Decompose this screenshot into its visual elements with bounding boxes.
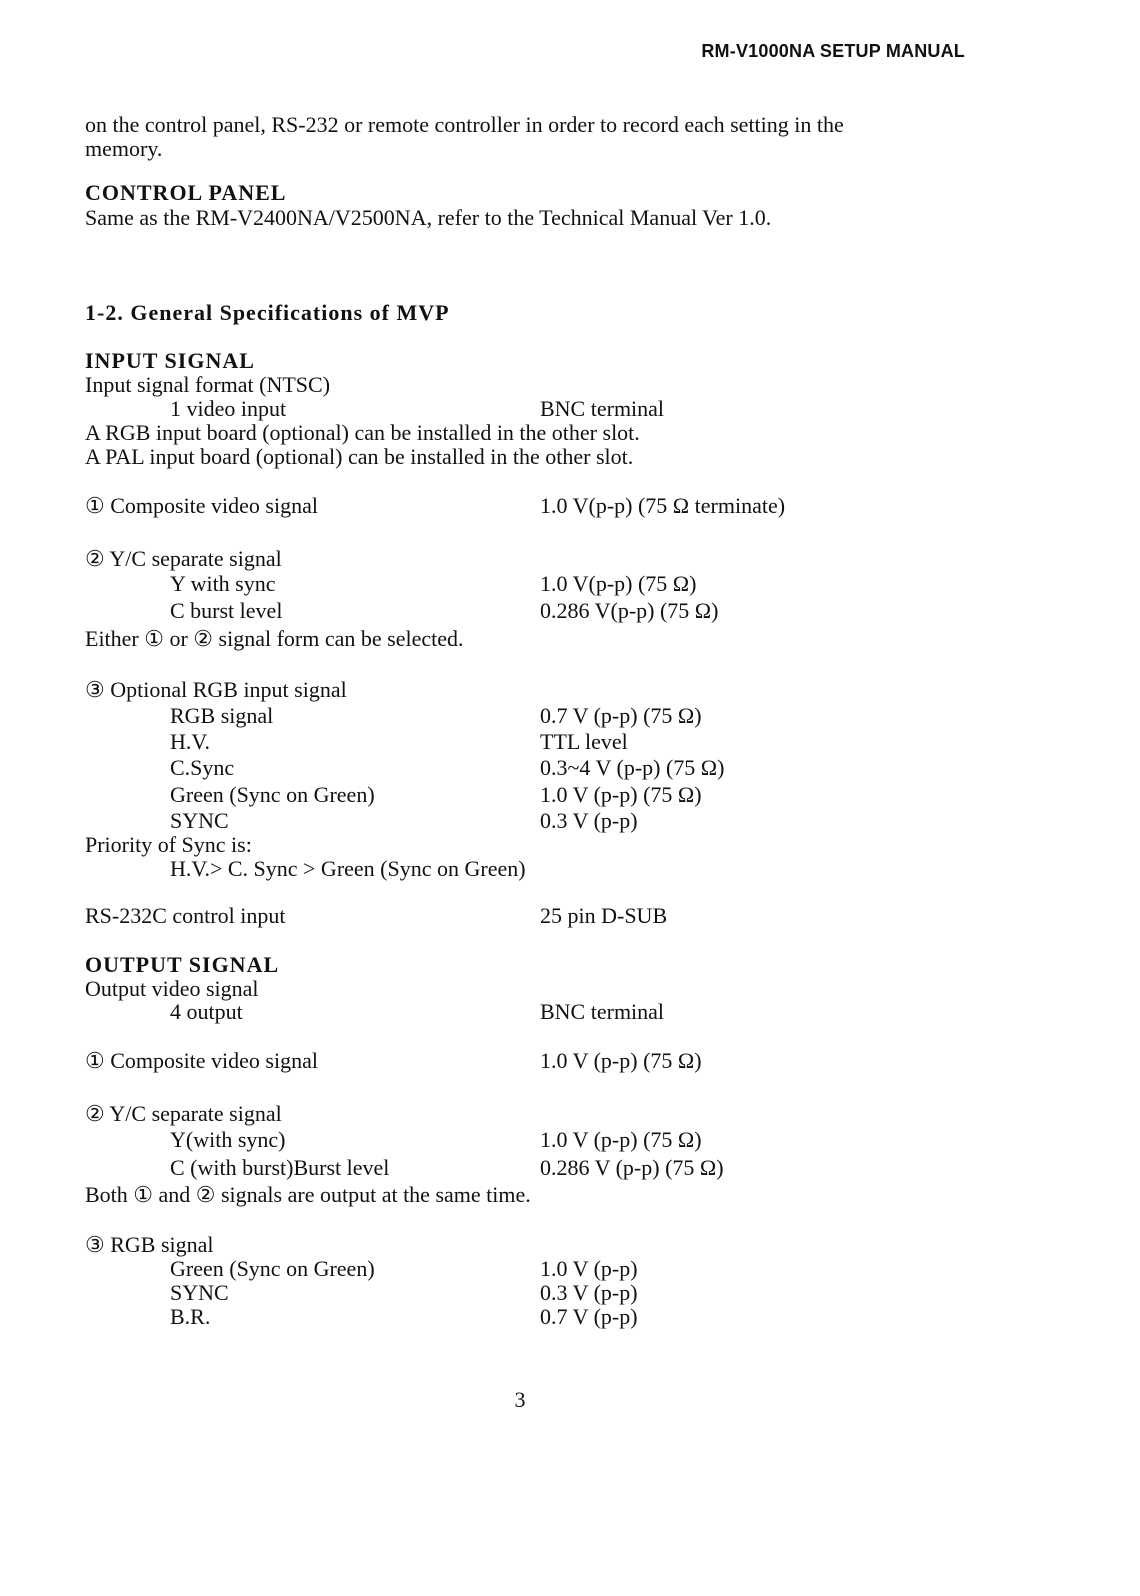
input-sync-label: SYNC <box>170 808 229 833</box>
intro-line-1: on the control panel, RS-232 or remote controller in order to record each setting in the <box>85 112 844 137</box>
output-sync-value: 0.3 V (p-p) <box>540 1280 638 1305</box>
input-rgb-opt-label: ③ Optional RGB input signal <box>85 677 347 702</box>
output-composite-value: 1.0 V (p-p) (75 Ω) <box>540 1048 702 1073</box>
input-yc-label: ② Y/C separate signal <box>85 546 282 571</box>
rs232-value: 25 pin D-SUB <box>540 903 668 928</box>
input-green-label: Green (Sync on Green) <box>170 782 375 807</box>
output-yc-label: ② Y/C separate signal <box>85 1101 282 1126</box>
output-video-label: Output video signal <box>85 976 259 1001</box>
section-title: 1-2. General Specifications of MVP <box>85 300 450 325</box>
input-green-value: 1.0 V (p-p) (75 Ω) <box>540 782 702 807</box>
priority-value: H.V.> C. Sync > Green (Sync on Green) <box>170 856 526 881</box>
output-composite-label: ① Composite video signal <box>85 1048 318 1073</box>
input-y-sync-label: Y with sync <box>170 571 276 596</box>
output-green-value: 1.0 V (p-p) <box>540 1256 638 1281</box>
input-format-label: Input signal format (NTSC) <box>85 372 331 397</box>
input-c-burst-value: 0.286 V(p-p) (75 Ω) <box>540 598 719 623</box>
priority-label: Priority of Sync is: <box>85 832 252 857</box>
output-green-label: Green (Sync on Green) <box>170 1256 375 1281</box>
output-count-label: 4 output <box>170 999 243 1024</box>
input-either-note: Either ① or ② signal form can be selected. <box>85 626 464 651</box>
input-rgb-signal-label: RGB signal <box>170 703 274 728</box>
control-panel-text: Same as the RM-V2400NA/V2500NA, refer to the Technical Manual Ver 1.0. <box>85 205 772 230</box>
output-both-note: Both ① and ② signals are output at the same time. <box>85 1182 531 1207</box>
input-csync-value: 0.3~4 V (p-p) (75 Ω) <box>540 755 725 780</box>
video-input-value: BNC terminal <box>540 396 665 421</box>
input-c-burst-label: C burst level <box>170 598 283 623</box>
rs232-label: RS-232C control input <box>85 903 286 928</box>
output-c-label: C (with burst)Burst level <box>170 1155 390 1180</box>
input-composite-label: ① Composite video signal <box>85 493 318 518</box>
control-panel-heading: CONTROL PANEL <box>85 180 287 205</box>
video-input-label: 1 video input <box>170 396 287 421</box>
input-sync-value: 0.3 V (p-p) <box>540 808 638 833</box>
input-csync-label: C.Sync <box>170 755 235 780</box>
input-y-sync-value: 1.0 V(p-p) (75 Ω) <box>540 571 697 596</box>
intro-line-2: memory. <box>85 136 163 161</box>
input-hv-value: TTL level <box>540 729 628 754</box>
input-signal-heading: INPUT SIGNAL <box>85 348 255 373</box>
output-count-value: BNC terminal <box>540 999 665 1024</box>
output-y-value: 1.0 V (p-p) (75 Ω) <box>540 1127 702 1152</box>
output-signal-heading: OUTPUT SIGNAL <box>85 952 280 977</box>
rgb-board-note: A RGB input board (optional) can be installed in the other slot. <box>85 420 640 445</box>
output-rgb-label: ③ RGB signal <box>85 1232 214 1257</box>
output-y-label: Y(with sync) <box>170 1127 286 1152</box>
pal-board-note: A PAL input board (optional) can be installed in the other slot. <box>85 444 634 469</box>
output-sync-label: SYNC <box>170 1280 229 1305</box>
output-c-value: 0.286 V (p-p) (75 Ω) <box>540 1155 724 1180</box>
input-rgb-signal-value: 0.7 V (p-p) (75 Ω) <box>540 703 702 728</box>
output-br-value: 0.7 V (p-p) <box>540 1304 638 1329</box>
page-number: 3 <box>514 1387 526 1412</box>
page-header: RM-V1000NA SETUP MANUAL <box>701 41 965 61</box>
input-hv-label: H.V. <box>170 729 210 754</box>
output-br-label: B.R. <box>170 1304 211 1329</box>
input-composite-value: 1.0 V(p-p) (75 Ω terminate) <box>540 493 786 518</box>
